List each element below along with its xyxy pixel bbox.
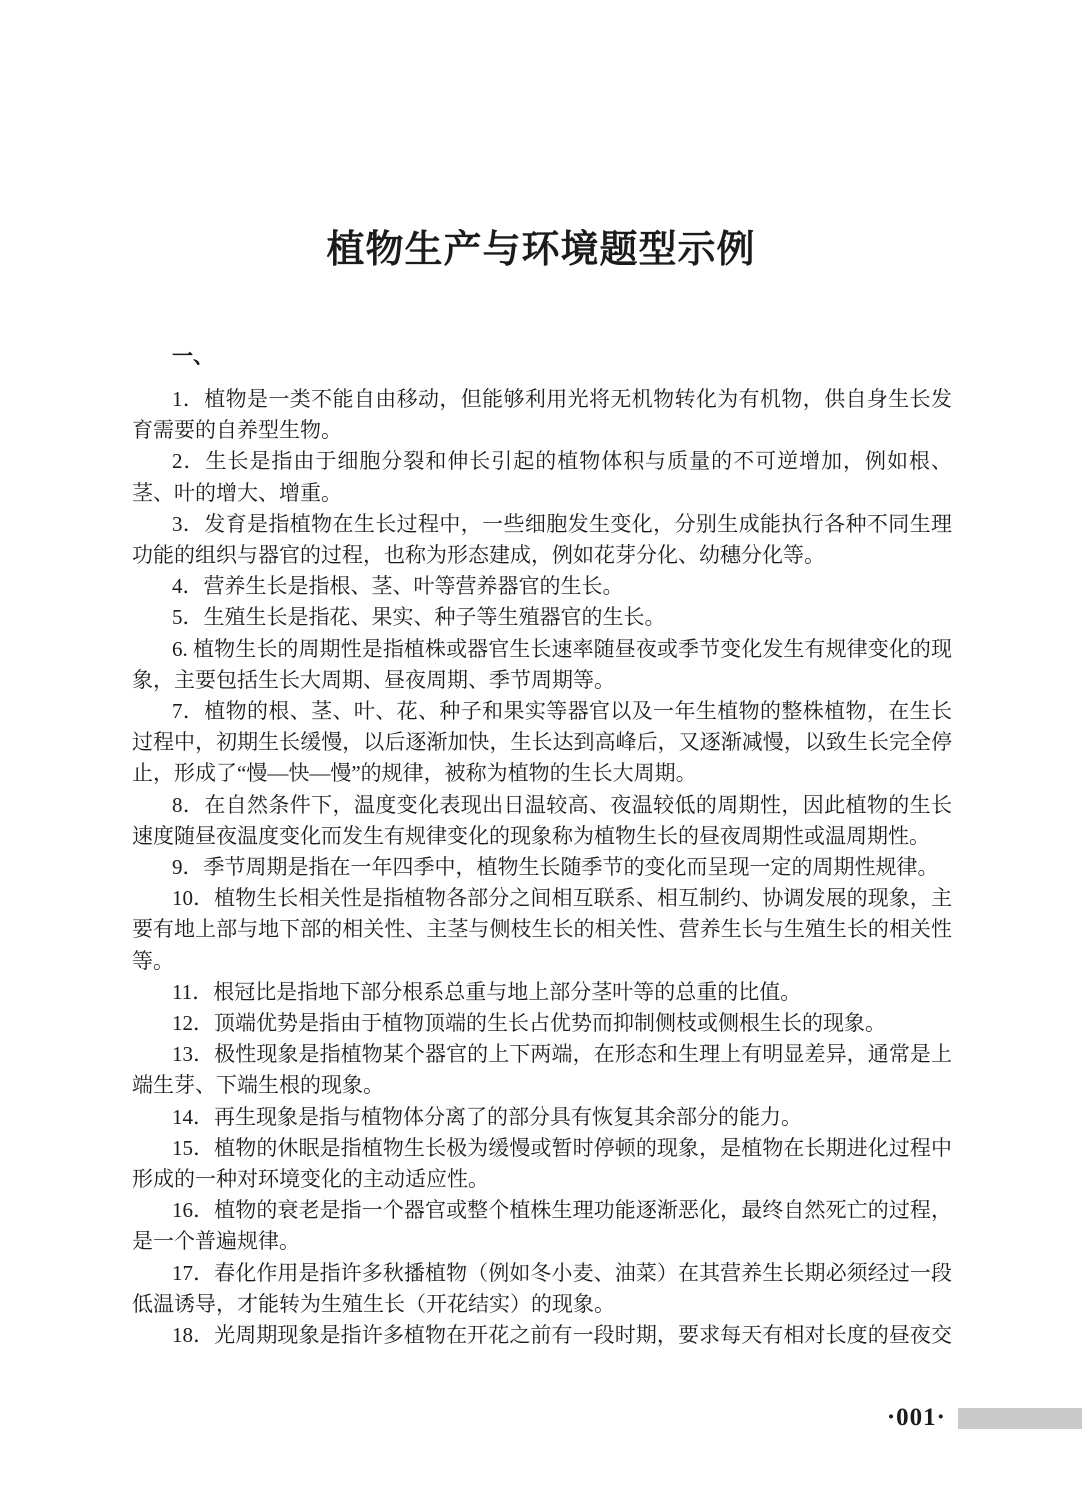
page-title: 植物生产与环境题型示例 <box>326 229 756 271</box>
paragraph-2: 2．生长是指由于细胞分裂和伸长引起的植物体积与质量的不可逆增加，例如根、茎、叶的增大、增重。 <box>132 449 952 505</box>
paragraph-12: 12．顶端优势是指由于植物顶端的生长占优势而抑制侧枝或侧根生长的现象。 <box>172 1011 886 1036</box>
paragraph-7: 7．植物的根、茎、叶、花、种子和果实等器官以及一年生植物的整株植物，在生长过程中，初期生长缓慢，以后逐渐加快，生长达到高峰后，又逐渐减慢，以致生长完全停止，形成了“慢—快—慢”的规律，被称为植物的生长大周期。 <box>132 699 952 786</box>
paragraph-15: 15．植物的休眠是指植物生长极为缓慢或暂时停顿的现象，是植物在长期进化过程中形成的一种对环境变化的主动适应性。 <box>132 1135 952 1192</box>
paragraph-10: 10．植物生长相关性是指植物各部分之间相互联系、相互制约、协调发展的现象，主要有地上部与地下部的相关性、主茎与侧枝生长的相关性、营养生长与生殖生长的相关性等。 <box>132 886 952 973</box>
paragraph-1: 1．植物是一类不能自由移动，但能够利用光将无机物转化为有机物，供自身生长发育需要的自养型生物。 <box>132 387 952 443</box>
paragraph-18: 18．光周期现象是指许多植物在开花之前有一段时期，要求每天有相对长度的昼夜交 <box>172 1323 952 1348</box>
paragraph-6: 6. 植物生长的周期性是指植株或器官生长速率随昼夜或季节变化发生有规律变化的现象，主要包括生长大周期、昼夜周期、季节周期等。 <box>132 636 952 692</box>
footer-bar <box>958 1408 1082 1429</box>
page-number: ·001· <box>886 1404 946 1431</box>
paragraph-11: 11．根冠比是指地下部分根系总重与地上部分茎叶等的总重的比值。 <box>172 979 802 1004</box>
paragraph-5: 5．生殖生长是指花、果实、种子等生殖器官的生长。 <box>172 605 666 630</box>
paragraph-3: 3．发育是指植物在生长过程中，一些细胞发生变化，分别生成能执行各种不同生理功能的组织与器官的过程，也称为形态建成，例如花芽分化、幼穗分化等。 <box>132 511 952 568</box>
body-text <box>132 384 952 1394</box>
section-heading: 一、 <box>172 344 214 368</box>
paragraph-13: 13．极性现象是指植物某个器官的上下两端，在形态和生理上有明显差异，通常是上端生芽、下端生根的现象。 <box>132 1042 952 1098</box>
paragraph-8: 8．在自然条件下，温度变化表现出日温较高、夜温较低的周期性，因此植物的生长速度随昼夜温度变化而发生有规律变化的现象称为植物生长的昼夜周期性或温周期性。 <box>132 792 952 848</box>
paragraph-17: 17．春化作用是指许多秋播植物（例如冬小麦、油菜）在其营养生长期必须经过一段低温诱导，才能转为生殖生长（开花结实）的现象。 <box>132 1260 952 1316</box>
paragraph-16: 16．植物的衰老是指一个器官或整个植株生理功能逐渐恶化，最终自然死亡的过程，是一个普遍规律。 <box>132 1198 952 1254</box>
paragraph-14: 14．再生现象是指与植物体分离了的部分具有恢复其余部分的能力。 <box>172 1104 802 1129</box>
paragraph-4: 4．营养生长是指根、茎、叶等营养器官的生长。 <box>172 574 624 599</box>
paragraph-9: 9．季节周期是指在一年四季中，植物生长随季节的变化而呈现一定的周期性规律。 <box>172 855 939 880</box>
